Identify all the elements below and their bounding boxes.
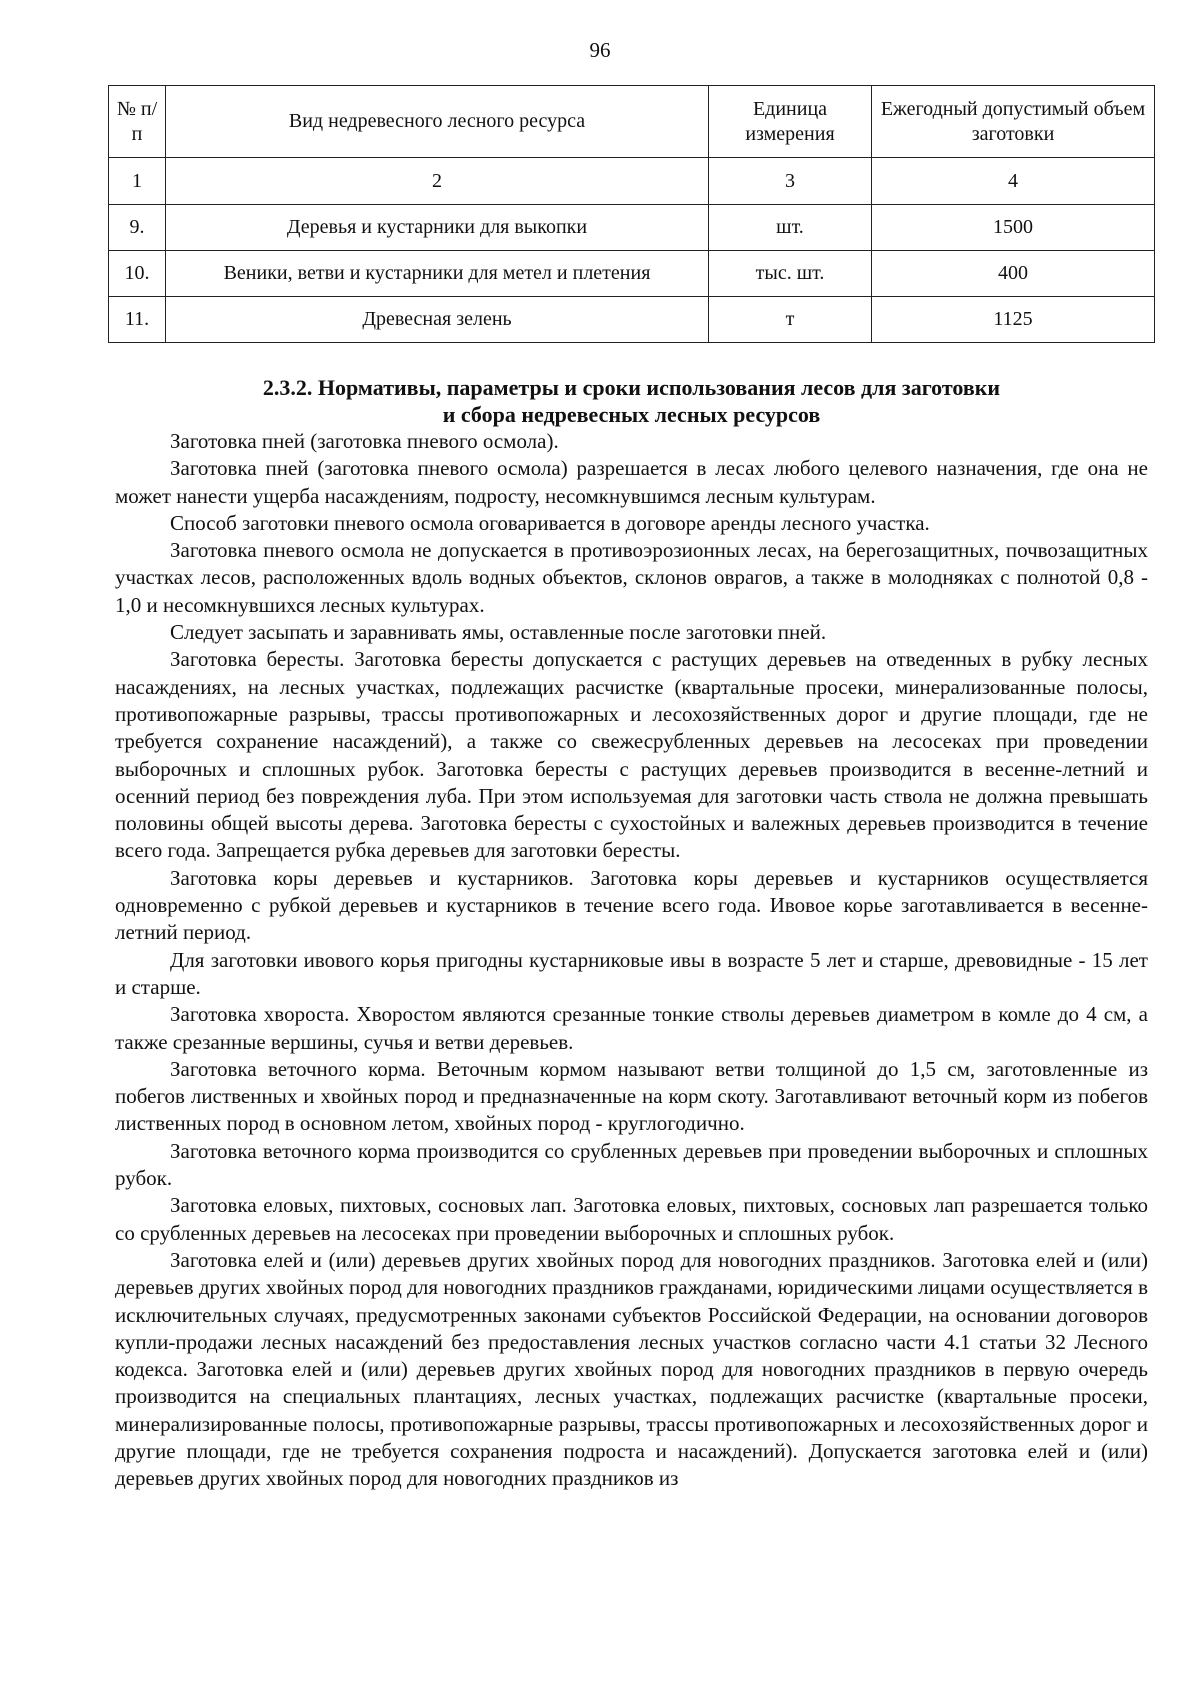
section-title-line: и сбора недревесных лесных ресурсов [442, 402, 821, 427]
table-row [109, 251, 1155, 297]
header-number: № п/п [109, 86, 166, 158]
paragraph: Заготовка коры деревьев и кустарников. Заготовка коры деревьев и кустарников осуществляется одновременно с рубкой деревьев и кустарников в течение всего года. Ивовое корье заготавливается в весенне-летний период. [115, 865, 1148, 945]
paragraph: Следует засыпать и заравнивать ямы, оставленные после заготовки пней. [170, 620, 827, 645]
row-volume: 1500 [872, 205, 1155, 251]
row-unit: шт. [709, 205, 872, 251]
paragraph: Заготовка веточного корма производится со срубленных деревьев при проведении выборочных и сплошных рубок. [115, 1138, 1148, 1191]
row-resource: Веники, ветви и кустарники для метел и плетения [166, 251, 709, 297]
column-number: 1 [109, 158, 166, 205]
row-unit: тыс. шт. [709, 251, 872, 297]
body-text [115, 428, 1148, 1493]
table-row [109, 205, 1155, 251]
column-number: 3 [709, 158, 872, 205]
row-volume: 1125 [872, 297, 1155, 343]
paragraph: Заготовка бересты. Заготовка бересты допускается с растущих деревьев на отведенных в рубку лесных насаждениях, на лесных участках, подлежащих расчистке (квартальные просеки, минерализованные полосы, противопожарные разрывы, трассы противопожарных и лесохозяйственных дорог и другие площади, где не требуется сохранение насаждений), а также со свежесрубленных деревьев на лесосеках при проведении выборочных и сплошных рубок. Заготовка бересты с растущих деревьев производится в весенне-летний и осенний период без повреждения луба. При этом используемая для заготовки часть ствола не должна превышать половины общей высоты дерева. Заготовка бересты с сухостойных и валежных деревьев производится в течение всего года. Запрещается рубка деревьев для заготовки бересты. [115, 647, 1148, 863]
paragraph: Заготовка пней (заготовка пневого осмола) разрешается в лесах любого целевого назначения, где она не может нанести ущерба насаждениям, подросту, несомкнувшимся лесным культурам. [115, 456, 1148, 508]
column-number: 2 [166, 158, 709, 205]
paragraph: Заготовка хвороста. Хворостом являются срезанные тонкие стволы деревьев диаметром в комле до 4 см, а также срезанные вершины, сучья и ветви деревьев. [115, 1002, 1148, 1054]
row-resource: Древесная зелень [166, 297, 709, 343]
section-title [108, 374, 1155, 428]
table-row [109, 297, 1155, 343]
paragraph: Заготовка еловых, пихтовых, сосновых лап. Заготовка еловых, пихтовых, сосновых лап разрешается только со срубленных деревьев на лесосеках при проведении выборочных и сплошных рубок. [115, 1193, 1148, 1245]
row-resource: Деревья и кустарники для выкопки [166, 205, 709, 251]
paragraph: Заготовка елей и (или) деревьев других хвойных пород для новогодних праздников. Заготовка елей и (или) деревьев других хвойных пород для новогодних праздников гражданами, юридическими лицами осуществляется в исключительных случаях, предусмотренных законами субъектов Российской Федерации, на основании договоров купли-продажи лесных насаждений без предоставления лесных участков согласно части 4.1 статьи 32 Лесного кодекса. Заготовка елей и (или) деревьев других хвойных пород для новогодних праздников в первую очередь производится на специальных плантациях, лесных участках, подлежащих расчистке (квартальные просеки, минерализированные полосы, противопожарные разрывы, трассы противопожарных и лесохозяйственных дорог и другие площади, где не требуется сохранения подроста и насаждений). Допускается заготовка елей и (или) деревьев других хвойных пород для новогодних праздников из [115, 1247, 1148, 1491]
paragraph: Заготовка пней (заготовка пневого осмола). [170, 429, 559, 453]
header-annual-volume: Ежегодный допустимый объем заготовки [872, 86, 1155, 158]
paragraph: Заготовка пневого осмола не допускается в противоэрозионных лесах, на берегозащитных, почвозащитных участках лесов, расположенных вдоль водных объектов, склонов оврагов, а также в молодняках с полнотой 0,8 - 1,0 и несомкнувшихся лесных культурах. [115, 538, 1148, 617]
page-number: 96 [589, 38, 611, 62]
row-volume: 400 [872, 251, 1155, 297]
row-unit: т [709, 297, 872, 343]
paragraph: Заготовка веточного корма. Веточным кормом называют ветви толщиной до 1,5 см, заготовленные из побегов лиственных и хвойных пород и предназначенные на корм скоту. Заготавливают веточный корм из побегов лиственных пород в основном летом, хвойных пород - круглогодично. [115, 1056, 1148, 1136]
paragraph: Для заготовки ивового корья пригодны кустарниковые ивы в возрасте 5 лет и старше, древовидные - 15 лет и старше. [115, 947, 1148, 999]
paragraph: Способ заготовки пневого осмола оговаривается в договоре аренды лесного участка. [170, 510, 930, 535]
row-number: 11. [109, 297, 166, 343]
header-resource-type: Вид недревесного лесного ресурса [166, 86, 709, 158]
resource-table [108, 85, 1155, 343]
column-number: 4 [872, 158, 1155, 205]
row-number: 10. [109, 251, 166, 297]
table-header-row [109, 86, 1155, 158]
section-title-line: 2.3.2. Нормативы, параметры и сроки использования лесов для заготовки [262, 375, 1001, 400]
row-number: 9. [109, 205, 166, 251]
table-column-numbers-row [109, 158, 1155, 205]
header-unit: Единица измерения [709, 86, 872, 158]
